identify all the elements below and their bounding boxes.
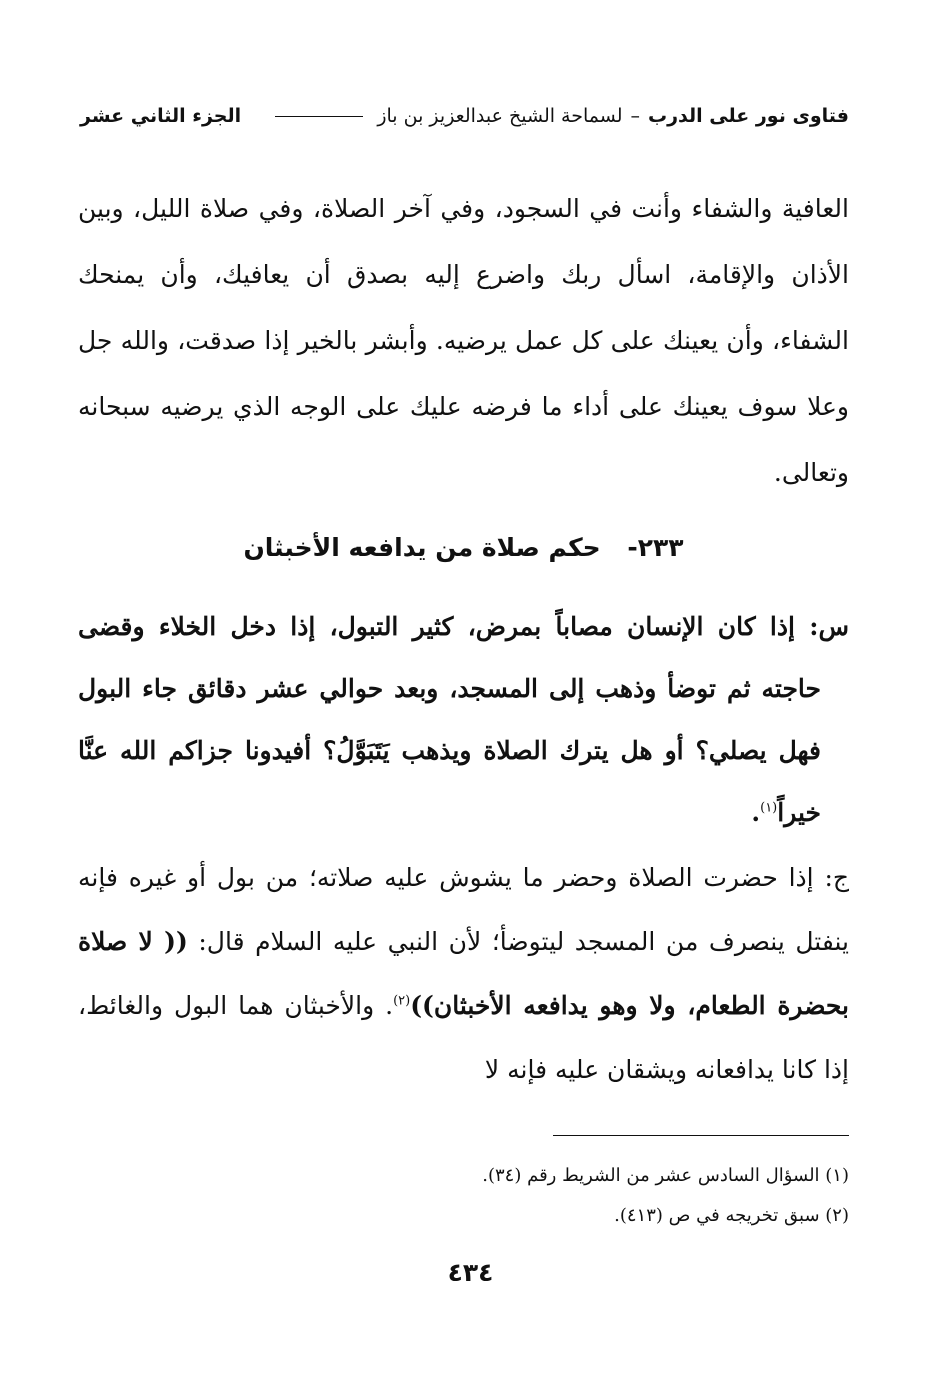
footnote-ref-1[interactable]: (١) — [760, 800, 778, 816]
header-title-group — [269, 105, 849, 127]
continuation-paragraph: العافية والشفاء وأنت في السجود، وفي آخر الصلاة، وفي صلاة الليل، وبين الأذان والإقامة، اسأل ربك واضرع إليه بصدق أن يعافيك، وأن يمنحك الشفاء، وأن يعينك على كل عمل يرضيه. وأبشر بالخير إذا صدقت، والله جل وعلا سوف يعينك على أداء ما فرضه عليك على الوجه الذي يرضيه سبحانه وتعالى. — [78, 194, 849, 487]
section-number: ٢٣٣- — [627, 533, 684, 562]
page-number: ٤٣٤ — [447, 1258, 494, 1287]
question-text: إذا كان الإنسان مصاباً بمرض، كثير التبول، إذا دخل الخلاء وقضى حاجته ثم توضأ وذهب إلى المسجد، وبعد حوالي عشر دقائق جاء البول فهل يصلي؟ أو هل يترك الصلاة ويذهب يَتَبَوَّلُ؟ أفيدونا جزاكم الله عنَّا خيراً — [78, 612, 821, 827]
question-label: س: — [809, 612, 849, 641]
header-book-title: فتاوى نور على الدرب — [648, 105, 849, 127]
answer-text-after-quote: والأخبثان هما البول والغائط، إذا كانا يدافعانه ويشقان عليه فإنه لا — [78, 991, 849, 1084]
continuation-text — [78, 176, 849, 506]
footnotes — [78, 1156, 849, 1236]
question-paragraph — [78, 596, 849, 844]
question-end: . — [751, 798, 761, 827]
answer-text-before-quote: إذا حضرت الصلاة وحضر ما يشوش عليه صلاته؛ من بول أو غيره فإنه ينفتل ينصرف من المسجد ليتوضأ؛ لأن النبي عليه السلام قال: — [78, 863, 849, 956]
header-part: الجزء الثاني عشر — [80, 105, 242, 127]
footnote-separator — [553, 1135, 849, 1136]
header-dash: – — [630, 105, 640, 127]
answer-label: ج: — [824, 863, 849, 892]
answer-block — [78, 846, 849, 1102]
answer-paragraph — [78, 846, 849, 1102]
footnote-ref-2[interactable]: (٢) — [393, 993, 411, 1009]
section-heading — [78, 518, 849, 578]
running-header — [80, 96, 849, 136]
header-author: لسماحة الشيخ عبدالعزيز بن باز — [377, 105, 623, 127]
header-rule — [275, 116, 363, 117]
hadith-quote: (( لا صلاة بحضرة الطعام، ولا وهو يدافعه الأخبثان)) — [78, 927, 849, 1020]
section-title: حكم صلاة من يدافعه الأخبثان — [243, 533, 601, 562]
footnote-1: (١) السؤال السادس عشر من الشريط رقم (٣٤). — [482, 1165, 849, 1186]
question-block — [78, 596, 849, 844]
answer-after-ref: . — [385, 991, 394, 1020]
footnote-2: (٢) سبق تخريجه في ص (٤١٣). — [614, 1205, 849, 1226]
